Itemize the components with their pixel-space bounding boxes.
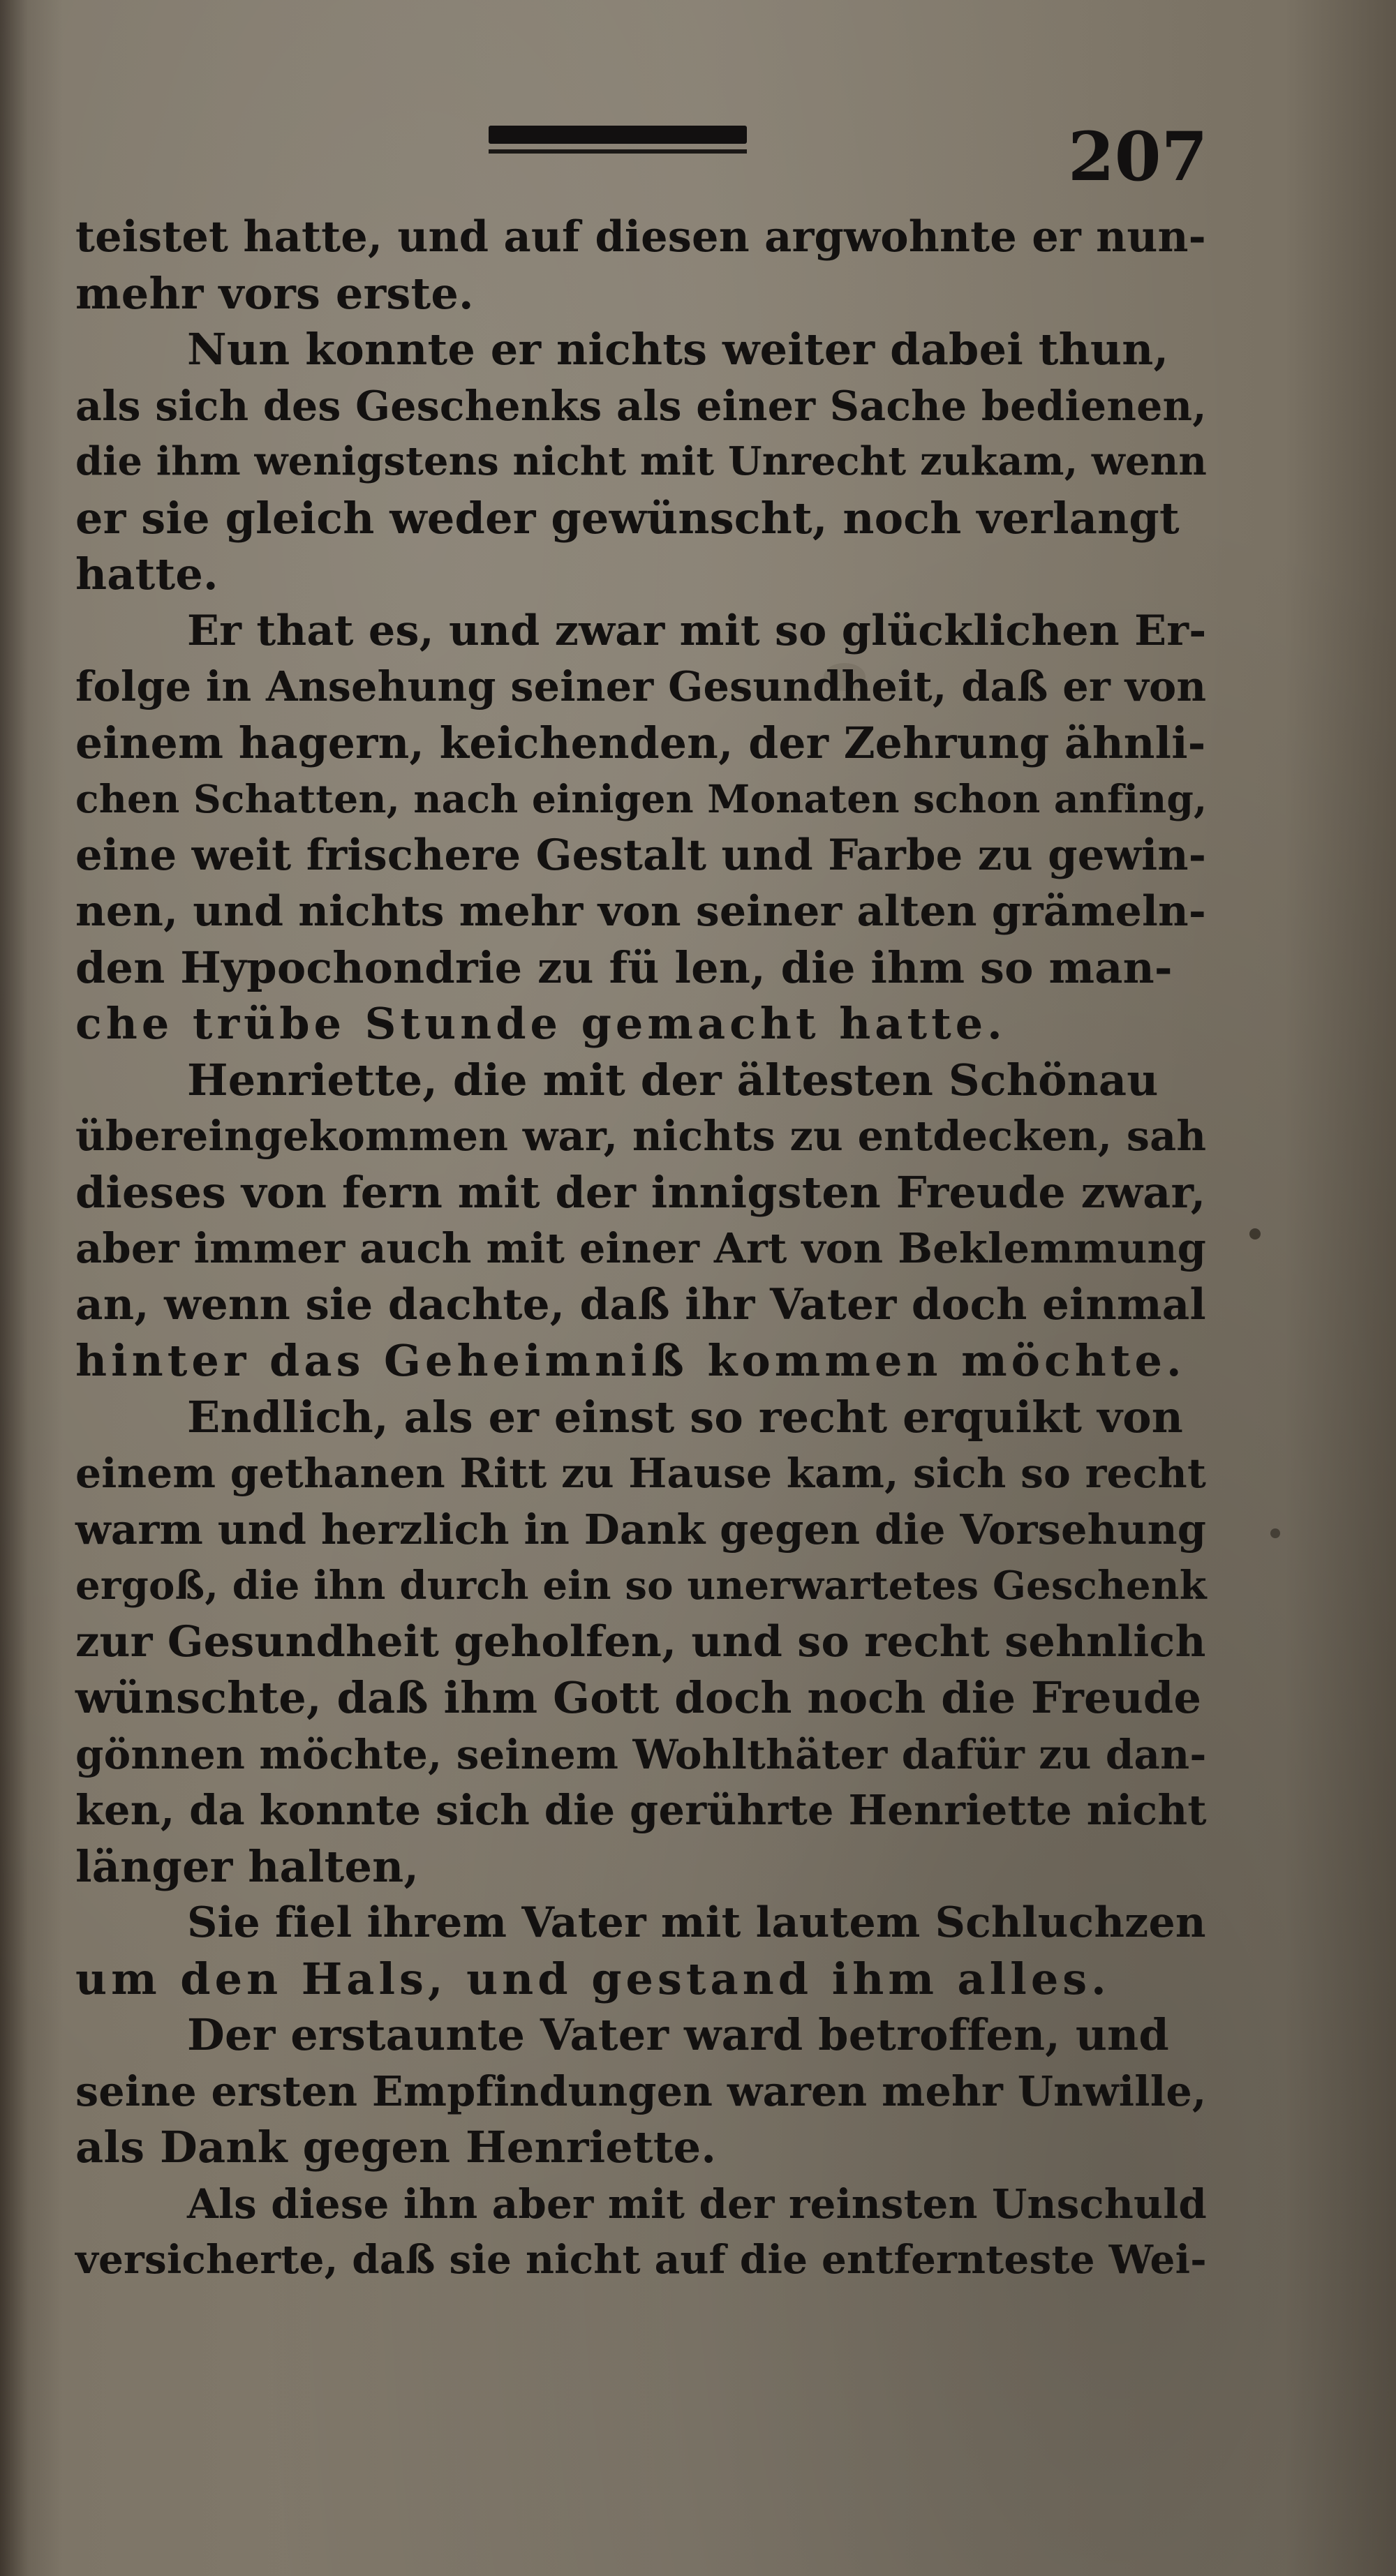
text-line: ergoß, die ihn durch ein so unerwartetes Geschenk bbox=[75, 1563, 1207, 1609]
text-line: einem hagern, keichenden, der Zehrung ähnli- bbox=[75, 717, 1206, 768]
text-line: warm und herzlich in Dank gegen die Vorsehung bbox=[75, 1505, 1207, 1554]
text-line: an, wenn sie dachte, daß ihr Vater doch einmal bbox=[75, 1279, 1206, 1330]
text-line: länger halten, bbox=[75, 1840, 419, 1892]
paragraph bbox=[75, 322, 1206, 603]
text-line: um den Hals, und gestand ihm alles. bbox=[75, 1953, 1111, 2004]
paragraph bbox=[75, 1895, 1206, 2007]
text-line: als sich des Geschenks als einer Sache bedienen, bbox=[75, 381, 1207, 430]
text-line: aber immer auch mit einer Art von Beklemmung bbox=[75, 1224, 1207, 1272]
text-line: er sie gleich weder gewünscht, noch verlangt bbox=[75, 492, 1180, 544]
text-line: chen Schatten, nach einigen Monaten schon anfing, bbox=[75, 776, 1208, 821]
text-line: nen, und nichts mehr von seiner alten grämeln- bbox=[75, 887, 1206, 936]
text-line: teistet hatte, und auf diesen argwohnte er nun- bbox=[75, 212, 1206, 262]
text-line: einem gethanen Ritt zu Hause kam, sich so recht bbox=[75, 1449, 1207, 1497]
text-line: den Hypochondrie zu fü len, die ihm so man- bbox=[75, 941, 1173, 993]
text-line: eine weit frischere Gestalt und Farbe zu gewin- bbox=[75, 830, 1207, 880]
paper-stain bbox=[1249, 1228, 1261, 1239]
text-line: mehr vors erste. bbox=[75, 267, 474, 319]
text-line: Der erstaunte Vater ward betroffen, und bbox=[187, 2009, 1169, 2060]
paragraph bbox=[75, 1390, 1206, 1896]
text-line: gönnen möchte, seinem Wohlthäter dafür zu dan- bbox=[75, 1730, 1207, 1778]
page-text bbox=[75, 209, 1206, 2288]
header-rule bbox=[489, 126, 747, 144]
text-line: ken, da konnte sich die gerührte Henriette nicht bbox=[75, 1786, 1207, 1834]
text-line: Er that es, und zwar mit so glücklichen Er- bbox=[187, 605, 1207, 655]
paper-stain bbox=[1270, 1528, 1280, 1538]
text-line: Henriette, die mit der ältesten Schönau bbox=[187, 1054, 1159, 1105]
text-line: Endlich, als er einst so recht erquikt von bbox=[187, 1391, 1184, 1443]
paragraph bbox=[75, 2007, 1206, 2176]
text-line: Sie fiel ihrem Vater mit lautem Schluchzen bbox=[187, 1898, 1206, 1947]
text-line: hinter das Geheimniß kommen möchte. bbox=[75, 1335, 1186, 1386]
text-line: wünschte, daß ihm Gott doch noch die Freude bbox=[75, 1672, 1202, 1723]
text-line: hatte. bbox=[75, 549, 218, 600]
text-line: versicherte, daß sie nicht auf die entfernteste Wei- bbox=[75, 2237, 1207, 2283]
text-line: Nun konnte er nichts weiter dabei thun, bbox=[187, 324, 1169, 375]
paragraph bbox=[75, 2176, 1206, 2288]
text-line: übereingekommen war, nichts zu entdecken, sah bbox=[75, 1112, 1207, 1160]
text-line: als Dank gegen Henriette. bbox=[75, 2122, 717, 2173]
text-line: die ihm wenigstens nicht mit Unrecht zukam, wenn bbox=[75, 439, 1208, 484]
text-line: folge in Ansehung seiner Gesundheit, daß er von bbox=[75, 662, 1207, 710]
paragraph bbox=[75, 1052, 1206, 1390]
text-line: dieses von fern mit der innigsten Freude zwar, bbox=[75, 1166, 1206, 1218]
paragraph bbox=[75, 603, 1206, 1052]
page-number: 207 bbox=[1068, 117, 1208, 196]
text-line: Als diese ihn aber mit der reinsten Unschuld bbox=[187, 2180, 1207, 2228]
paragraph bbox=[75, 209, 1206, 322]
text-line: zur Gesundheit geholfen, und so recht sehnlich bbox=[75, 1616, 1206, 1667]
text-line: che trübe Stunde gemacht hatte. bbox=[75, 998, 1007, 1049]
text-line: seine ersten Empfindungen waren mehr Unwille, bbox=[75, 2067, 1207, 2115]
